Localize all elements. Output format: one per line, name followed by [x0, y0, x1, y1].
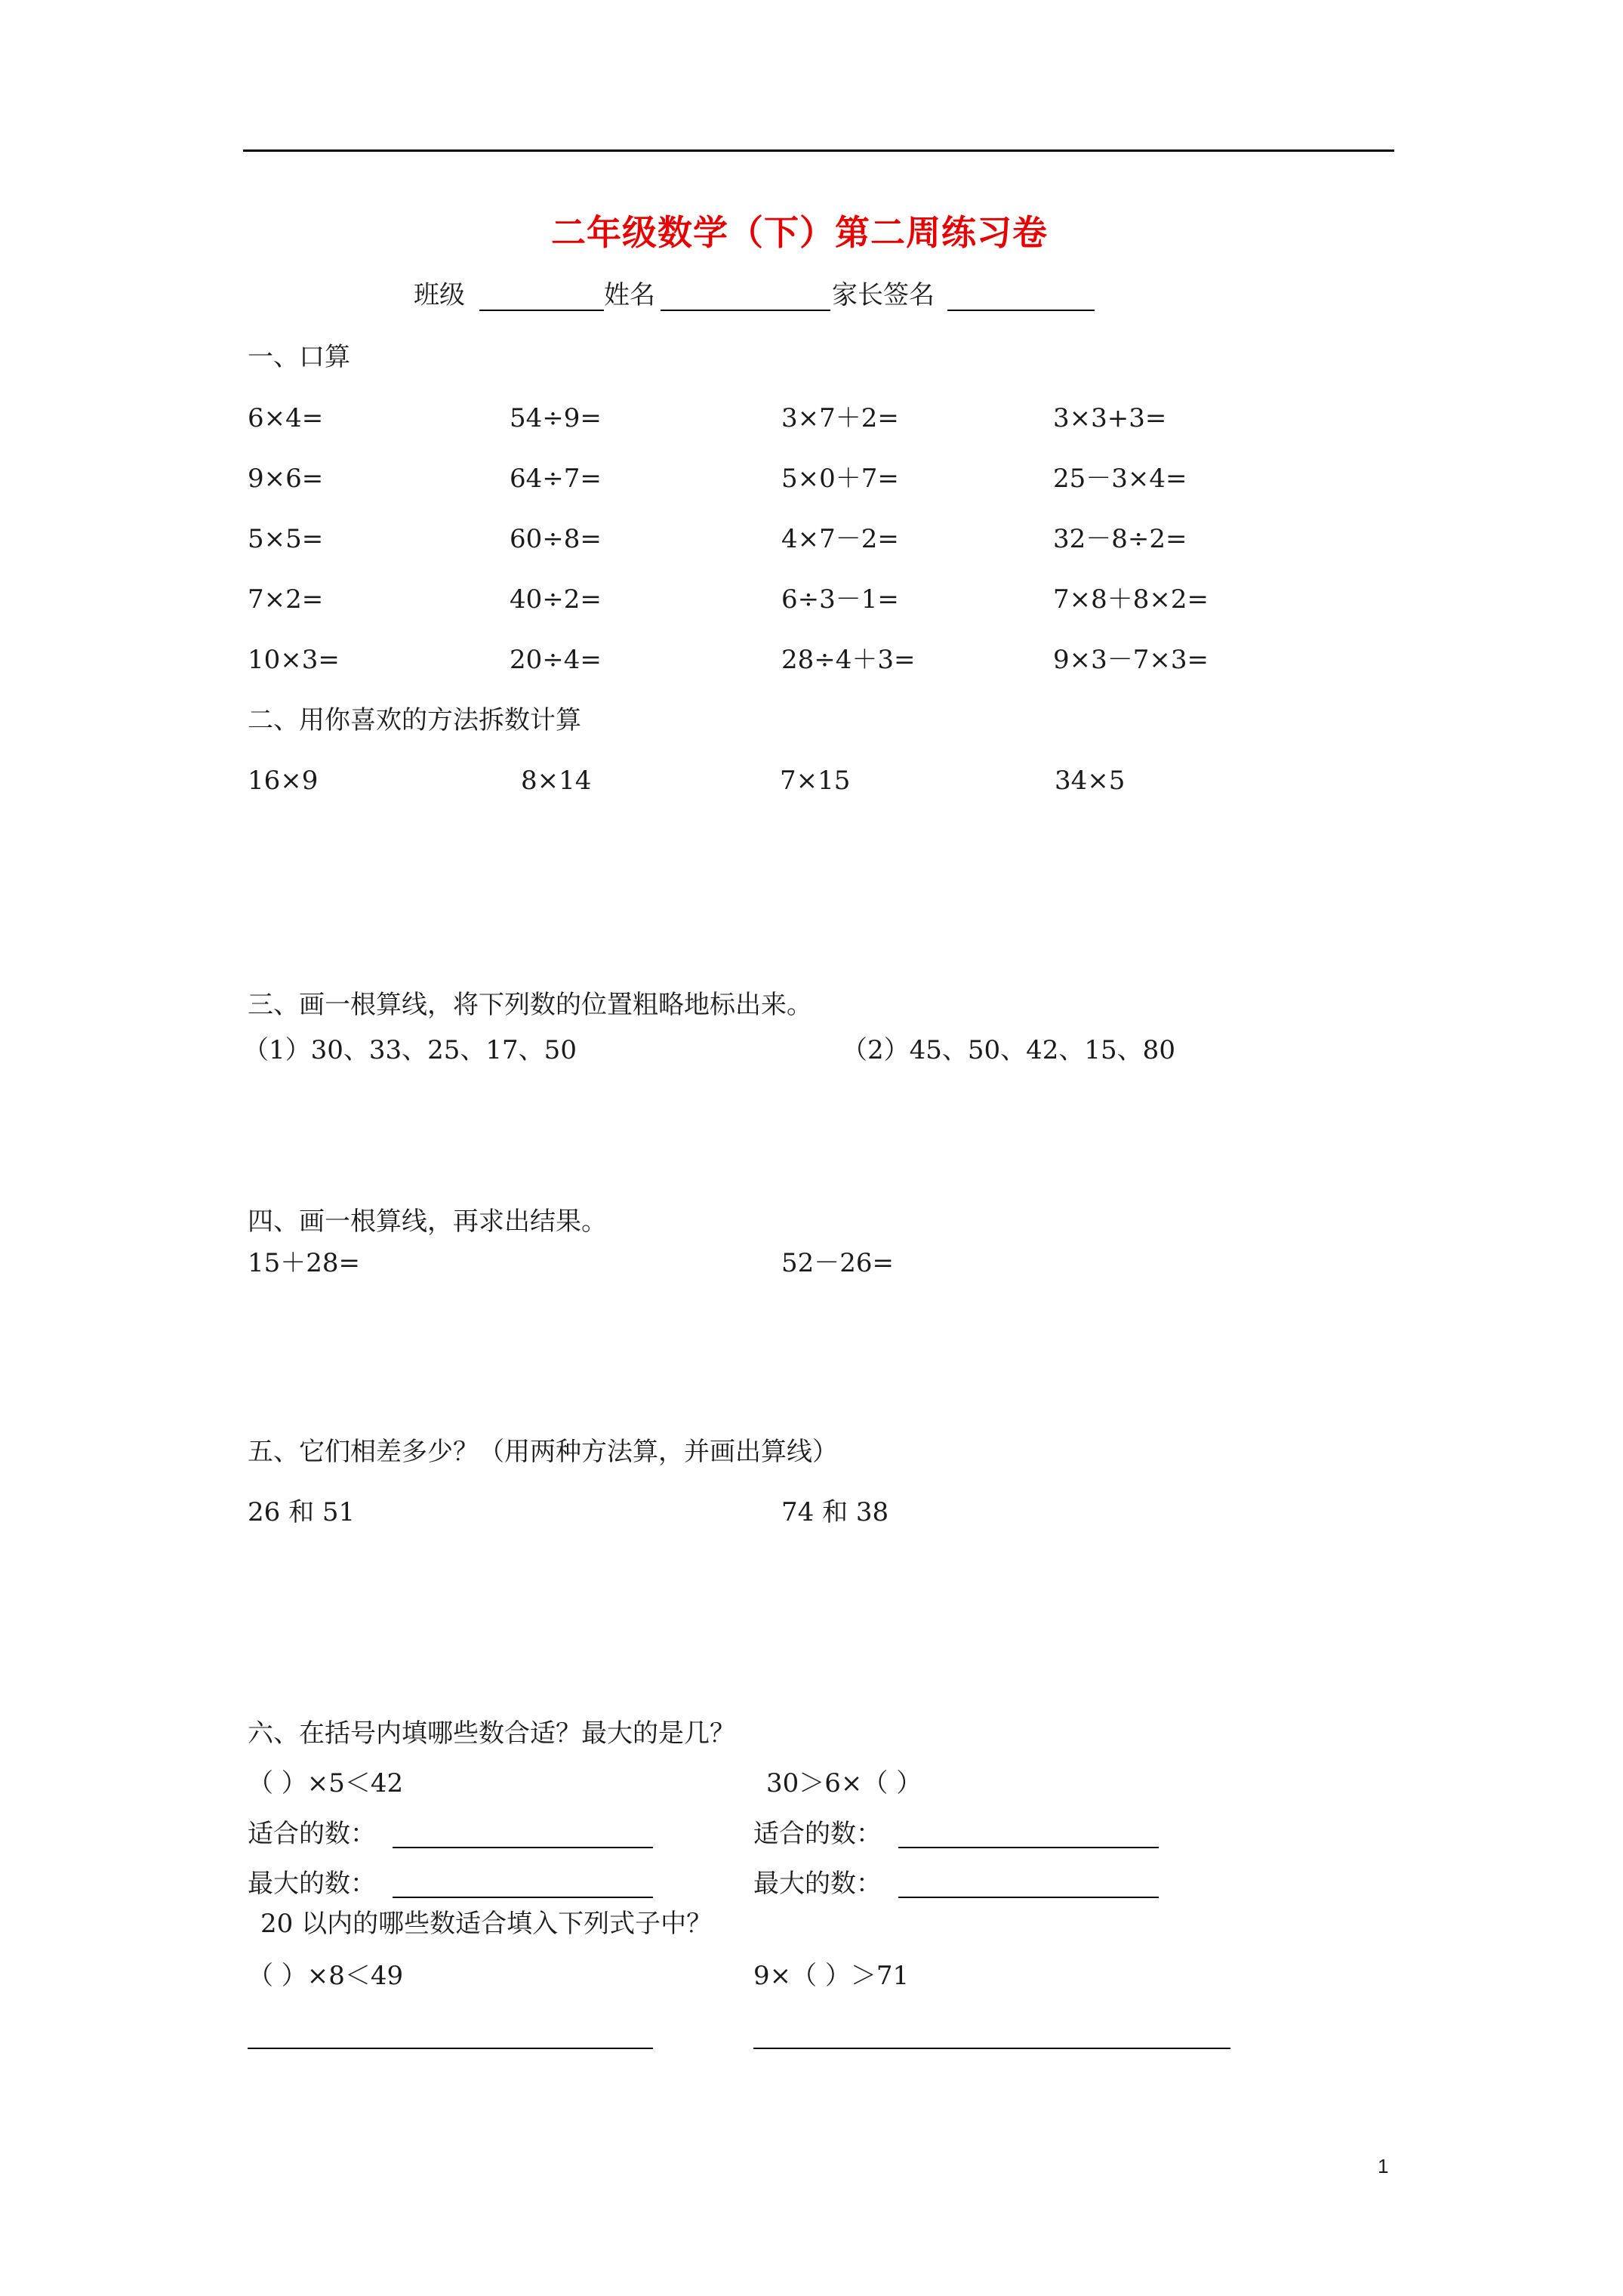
calc-item: 3×7＋2= [781, 403, 899, 433]
calc-item: 4×7－2= [781, 524, 899, 554]
inequality-item: （ ）×5＜42 [248, 1768, 404, 1798]
section1-heading: 一、口算 [248, 342, 350, 372]
answer-blank[interactable] [753, 2048, 1230, 2049]
inequality-item: 9×（ ）＞71 [753, 1961, 910, 1991]
parent-sign-label: 家长签名 [832, 280, 935, 310]
calc-item: 60÷8= [510, 524, 602, 554]
split-item: 34×5 [1055, 766, 1126, 796]
calc-item: 5×0＋7= [781, 464, 899, 494]
name-label: 姓名 [604, 280, 655, 310]
calc-item: 9×3－7×3= [1053, 645, 1209, 675]
calc-item: 5×5= [248, 524, 324, 554]
name-blank[interactable] [661, 310, 830, 311]
parent-sign-blank[interactable] [947, 310, 1095, 311]
class-label: 班级 [414, 280, 465, 310]
fit-label: 适合的数： [248, 1819, 376, 1849]
max-label: 最大的数： [248, 1869, 376, 1899]
answer-blank[interactable] [393, 1847, 653, 1848]
calc-item: 10×3= [248, 645, 340, 675]
header-rule [243, 149, 1394, 152]
calc-item: 40÷2= [510, 584, 602, 615]
calc-item: 7×2= [248, 584, 324, 615]
inequality-item: 30＞6×（ ） [766, 1768, 922, 1798]
page-number: 1 [1378, 2155, 1389, 2177]
difference-item: 74 和 38 [781, 1497, 889, 1527]
split-item: 8×14 [521, 766, 592, 796]
calc-item: 20÷4= [510, 645, 602, 675]
answer-blank[interactable] [248, 2048, 653, 2049]
calc-item: 7×8＋8×2= [1053, 584, 1209, 615]
calc-item: 3×3+3= [1053, 403, 1167, 433]
calc-item: 52－26= [781, 1248, 895, 1278]
split-item: 16×9 [248, 766, 319, 796]
fit-label: 适合的数： [753, 1819, 882, 1849]
max-label: 最大的数： [753, 1869, 882, 1899]
calc-item: 64÷7= [510, 464, 602, 494]
calc-item: 15＋28= [248, 1248, 361, 1278]
calc-item: 28÷4＋3= [781, 645, 916, 675]
answer-blank[interactable] [898, 1847, 1159, 1848]
calc-item: 6÷3－1= [781, 584, 899, 615]
calc-item: 6×4= [248, 403, 324, 433]
calc-item: 32－8÷2= [1053, 524, 1187, 554]
calc-item: 54÷9= [510, 403, 602, 433]
numberline-item-2: （2）45、50、42、15、80 [842, 1035, 1175, 1065]
section3-heading: 三、画一根算线，将下列数的位置粗略地标出来。 [248, 990, 812, 1020]
numberline-item-1: （1）30、33、25、17、50 [243, 1035, 577, 1065]
section4-heading: 四、画一根算线，再求出结果。 [248, 1207, 607, 1237]
page-title: 二年级数学（下）第二周练习卷 [551, 212, 1048, 253]
calc-item: 9×6= [248, 464, 324, 494]
split-item: 7×15 [780, 766, 851, 796]
answer-blank[interactable] [393, 1897, 653, 1898]
class-blank[interactable] [479, 310, 604, 311]
calc-item: 25－3×4= [1053, 464, 1187, 494]
section6-heading: 六、在括号内填哪些数合适？最大的是几？ [248, 1718, 735, 1749]
inequality-item: （ ）×8＜49 [248, 1961, 404, 1991]
section6-subheading: 20 以内的哪些数适合填入下列式子中？ [260, 1909, 713, 1939]
section2-heading: 二、用你喜欢的方法拆数计算 [248, 705, 581, 735]
answer-blank[interactable] [898, 1897, 1159, 1898]
section5-heading: 五、它们相差多少？（用两种方法算，并画出算线） [248, 1437, 838, 1467]
difference-item: 26 和 51 [248, 1497, 356, 1527]
